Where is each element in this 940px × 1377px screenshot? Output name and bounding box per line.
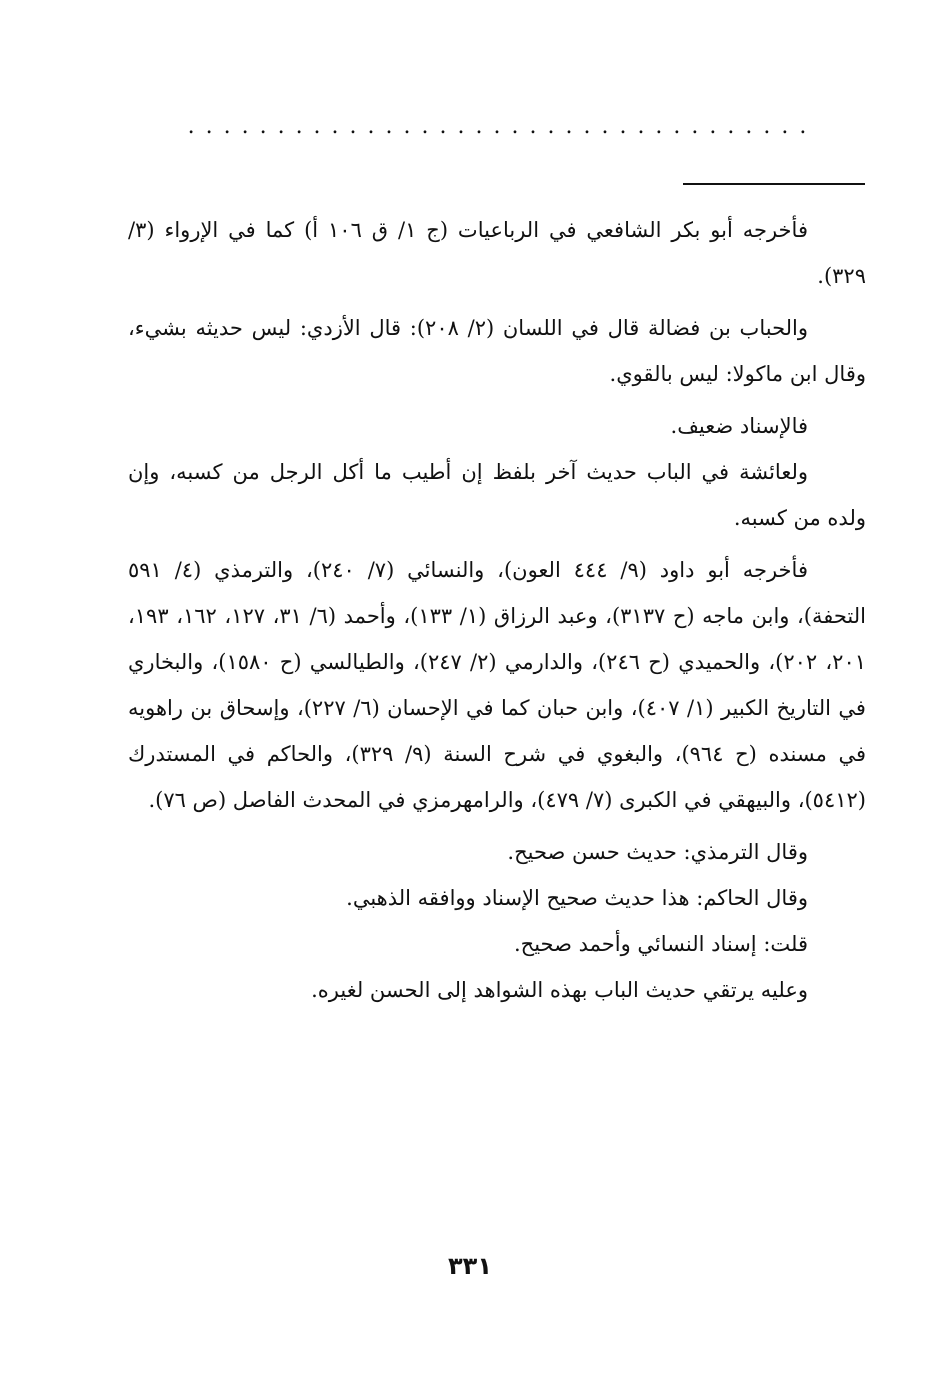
page-number: ٣٣١ [448, 1252, 492, 1280]
footnote-rule [683, 183, 865, 185]
paragraph-1: فأخرجه أبو بكر الشافعي في الرباعيات (ج ١/ ق ١٠٦ أ) كما في الإرواء (٣/ ٣٢٩). [128, 218, 866, 288]
paragraph-2: والحباب بن فضالة قال في اللسان (٢/ ٢٠٨): قال الأزدي: ليس حديثه بشيء، وقال ابن ماكولا: ليس بالقوي. [128, 316, 866, 386]
footnote-text [128, 207, 866, 1013]
paragraph-8: قلت: إسناد النسائي وأحمد صحيح. [513, 932, 808, 956]
paragraph-6: وقال الترمذي: حديث حسن صحيح. [507, 840, 808, 864]
paragraph-9: وعليه يرتقي حديث الباب بهذه الشواهد إلى الحسن لغيره. [311, 978, 808, 1002]
paragraph-3: فالإسناد ضعيف. [670, 414, 808, 438]
paragraph-4: ولعائشة في الباب حديث آخر بلفظ إن أطيب ما أكل الرجل من كسبه، وإن ولده من كسبه. [128, 460, 866, 530]
dotted-separator: ................................... [187, 114, 818, 139]
paragraph-7: وقال الحاكم: هذا حديث صحيح الإسناد ووافقه الذهبي. [346, 886, 808, 910]
paragraph-5: فأخرجه أبو داود (٩/ ٤٤٤ العون)، والنسائي (٧/ ٢٤٠)، والترمذي (٤/ ٥٩١ التحفة)، وابن ماجه (ح ٣١٣٧)، وعبد الرزاق (١/ ١٣٣)، وأحمد (٦/ ٣١، ١٢٧، ١٦٢، ١٩٣، ٢٠١، ٢٠٢)، والحميدي (ح ٢٤٦)، والدارمي (٢/ ٢٤٧)، والطيالسي (ح ١٥٨٠)، والبخاري في التاريخ الكبير (١/ ٤٠٧)، وابن حبان كما في الإحسان (٦/ ٢٢٧)، وإسحاق بن راهويه في مسنده (ح ٩٦٤)، والبغوي في شرح السنة (٩/ ٣٢٩)، والحاكم في المستدرك (٥٤١٢)، والبيهقي في الكبرى (٧/ ٤٧٩)، والرامهرمزي في المحدث الفاصل (ص ٧٦). [128, 558, 867, 812]
